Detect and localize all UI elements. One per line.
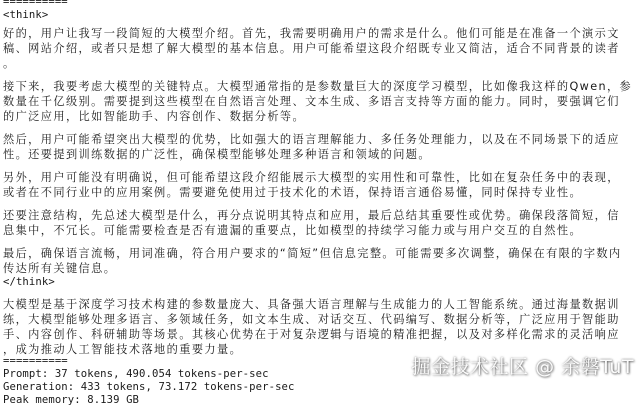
answer-line: 练，大模型能够处理多语言、多领域任务，如文本生成、对话交互、代码编写、数据分析等，广泛应用于智能助 — [3, 313, 620, 326]
watermark: 掘金技术社区 @ 余磐TuT — [411, 356, 634, 378]
think-line: 然后，用户可能希望突出大模型的优势，比如强大的语言理解能力、多任务处理能力，以及在不同场景下的适应 — [3, 133, 620, 146]
prompt-stats: Prompt: 37 tokens, 490.054 tokens-per-sec — [3, 368, 269, 380]
think-line: 接下来，我要考虑大模型的关键特点。大模型通常指的是参数量巨大的深度学习模型，比如像我这样的Qwen，参 — [3, 80, 633, 93]
think-line: 数量在千亿级别。需要提到这些模型在自然语言处理、文本生成、多语言支持等方面的能力。同时，要强调它们 — [3, 95, 620, 108]
think-line: 的广泛应用，比如智能助手、内容创作、数据分析等。 — [3, 110, 306, 123]
think-line: 另外，用户可能没有明确说，但可能希望这段介绍能展示大模型的实用性和可靠性，比如在复杂任务中的表现， — [3, 171, 620, 184]
think-line: 好的，用户让我写一段简短的大模型介绍。首先，我需要明确用户的需求是什么。他们可能是在准备一个演示文 — [3, 27, 620, 40]
answer-line: ，成为推动人工智能技术落地的重要力量。 — [3, 343, 243, 356]
think-close-tag: </think> — [3, 276, 55, 288]
separator-top: ========== — [3, 0, 68, 8]
think-line: 传达所有关键信息。 — [3, 262, 117, 275]
think-line: 最后，确保语言流畅，用词准确，符合用户要求的“简短”但信息完整。可能需要多次调整，确保在有限的字数内 — [3, 247, 622, 260]
separator-bottom: ========== — [3, 355, 68, 367]
think-line: 。 — [3, 57, 16, 70]
terminal-output — [3, 0, 637, 407]
think-line: 息集中，不冗长。可能需要检查是否有遗漏的重要点，比如模型的持续学习能力或与用户交互的自然性。 — [3, 224, 583, 237]
think-line: 稿、网站介绍，或者只是想了解大模型的基本信息。用户可能希望这段介绍既专业又简洁，适合不同背景的读者 — [3, 42, 620, 55]
think-line: 性。还要提到训练数据的广泛性，确保模型能够处理多种语言和领域的问题。 — [3, 148, 431, 161]
generation-stats: Generation: 433 tokens, 73.172 tokens-per-sec — [3, 381, 295, 393]
think-line: 还要注意结构，先总述大模型是什么，再分点说明其特点和应用，最后总结其重要性或优势。确保段落简短，信 — [3, 209, 620, 222]
answer-line: 手、内容创作、科研辅助等场景。其核心优势在于对复杂逻辑与语境的精准把握，以及对多样化需求的灵活响应 — [3, 328, 620, 341]
answer-line: 大模型是基于深度学习技术构建的参数量庞大、具备强大语言理解与生成能力的人工智能系统。通过海量数据训 — [3, 298, 620, 311]
think-line: 或者在不同行业中的应用案例。需要避免使用过于技术化的术语，保持语言通俗易懂，同时保持专业性。 — [3, 186, 583, 199]
peak-memory: Peak memory: 8.139 GB — [3, 394, 140, 406]
think-open-tag: <think> — [3, 9, 49, 21]
